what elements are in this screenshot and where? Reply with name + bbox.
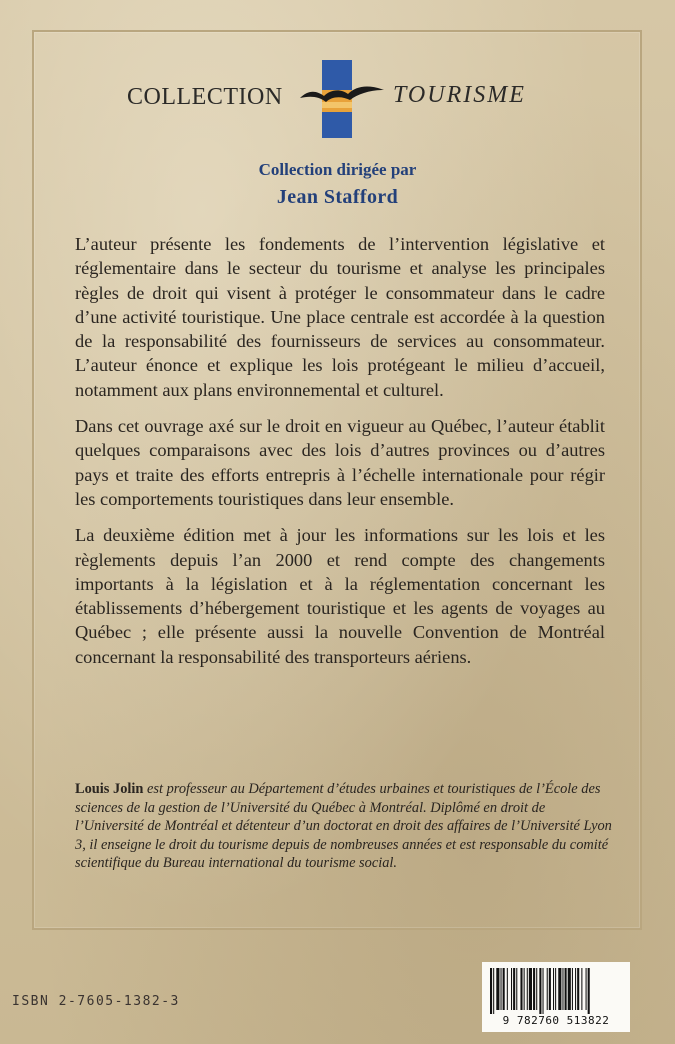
direction-label: Collection dirigée par xyxy=(258,160,417,179)
author-biography xyxy=(75,780,615,873)
barcode-bar xyxy=(507,968,508,1010)
barcode-bar xyxy=(533,968,535,1010)
collection-bird-logo-icon xyxy=(298,60,388,140)
barcode-bar xyxy=(490,968,492,1014)
barcode-bar xyxy=(558,968,561,1010)
barcode-bar xyxy=(553,968,554,1010)
barcode-bar xyxy=(520,968,522,1010)
barcode-bar xyxy=(575,968,576,1010)
author-bio-text: est professeur au Département d’études urbaines et touristiques de l’École des sciences de la gestion de l’Université du Québec à Montréal. Diplômé en droit de l’Université de Montréal et détenteur d’un doctorat en droit des affaires de l’Université Lyon 3, il enseigne le droit du tourisme depuis de nombreuses années et est responsable du comité scientifique du Bureau international du tourisme social. xyxy=(75,781,612,871)
logo-collection-text: COLLECTION xyxy=(127,84,283,110)
collection-logo xyxy=(0,60,675,140)
barcode-bar xyxy=(586,968,587,1010)
paragraph-1: L’auteur présente les fondements de l’intervention législative et réglementaire dans le secteur du tourisme et analyse les principales règles de droit qui visent à protéger le consommateur dans le cadre d’une activité touristique. Une place centrale est accordée à la question de la responsabilité des fournisseurs de services au consommateur. L’auteur énonce et explique les lois protégeant le milieu d’accueil, notamment aux plans environnemental et culturel. xyxy=(75,234,605,400)
barcode-bar xyxy=(513,968,515,1010)
logo-tourisme-text: TOURISME xyxy=(393,82,526,108)
barcode-number: 9 782760 513822 xyxy=(502,1014,610,1027)
barcode-bar xyxy=(547,968,548,1010)
barcode-bar xyxy=(529,968,532,1010)
barcode-bar xyxy=(588,968,590,1014)
isbn: ISBN 2-7605-1382-3 xyxy=(12,994,180,1009)
barcode-bar xyxy=(524,968,525,1010)
barcode-bar xyxy=(581,968,582,1010)
barcode-bar xyxy=(496,968,499,1010)
barcode-bar xyxy=(543,968,544,1014)
direction-editor: Jean Stafford xyxy=(276,186,399,208)
collection-direction xyxy=(0,160,675,209)
description xyxy=(75,232,605,681)
barcode-bar xyxy=(493,968,494,1014)
barcode-bar xyxy=(501,968,502,1010)
barcode-bar xyxy=(539,968,541,1014)
author-name: Louis Jolin xyxy=(75,781,144,797)
barcode xyxy=(482,962,630,1032)
paragraph-2: Dans cet ouvrage axé sur le droit en vigueur au Québec, l’auteur établit quelques comparaisons avec des lois d’autres provinces ou d’autres pays et traite des efforts entrepris à l’échelle internationale pour régir les comportements touristiques dans leur ensemble. xyxy=(75,416,605,509)
barcode-bar xyxy=(536,968,537,1010)
paragraph-3: La deuxième édition met à jour les informations sur les lois et les règlements depuis l’an 2000 et rend compte des changements importants à la législation et à la réglementation concernant les établissements d’hébergement touristique et les agents de voyages au Québec ; elle présente aussi la nouvelle Convention de Montréal concernant la responsabilité des transporteurs aériens. xyxy=(75,525,605,667)
barcode-bar xyxy=(511,968,512,1010)
barcode-bar xyxy=(549,968,551,1010)
barcode-bar xyxy=(562,968,563,1010)
barcode-bar xyxy=(516,968,517,1010)
barcode-bar xyxy=(565,968,567,1010)
barcode-bar xyxy=(503,968,505,1010)
barcode-bar xyxy=(577,968,579,1010)
barcode-bars xyxy=(488,968,624,1014)
barcode-bar xyxy=(572,968,573,1010)
barcode-bar xyxy=(568,968,571,1010)
barcode-bar xyxy=(527,968,528,1010)
barcode-bar xyxy=(555,968,556,1010)
